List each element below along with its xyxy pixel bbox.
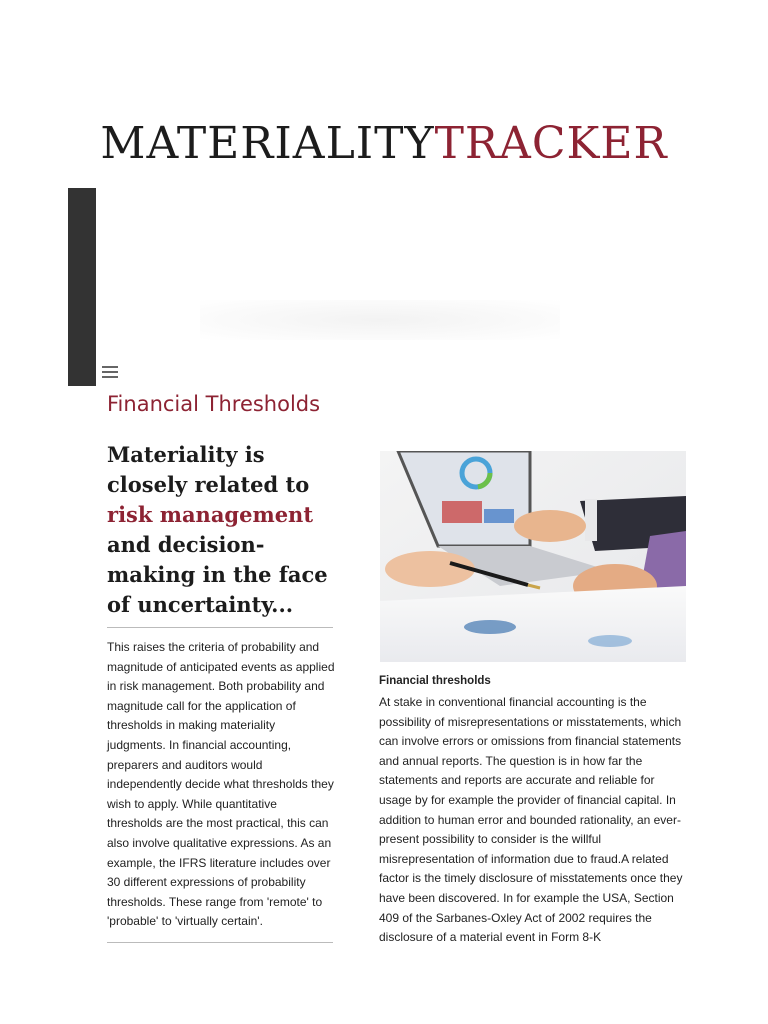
photo-illustration: [380, 451, 686, 662]
logo-part-tracker: TRACKER: [434, 118, 668, 169]
site-logo[interactable]: [0, 118, 768, 169]
caption-title: Financial thresholds: [379, 675, 491, 687]
headline-before: Materiality is closely related to: [107, 442, 310, 497]
headline: [107, 440, 337, 620]
headline-emphasis: risk management: [107, 502, 314, 527]
financial-charts-photo: [380, 451, 686, 662]
hero-banner-faint: [200, 300, 560, 340]
hamburger-menu-icon[interactable]: [102, 364, 118, 378]
left-body-text: This raises the criteria of probability and magnitude of anticipated events as applied in risk management. Both probability and magnitude call for the application of thresholds in making materiality judgments. In financial accounting, preparers and auditors would independently decide what thresholds they wish to apply. While quantitative thresholds are the most practical, this can also involve qualitative expressions. As an example, the IFRS literature includes over 30 different expressions of probability thresholds. These range from 'remote' to 'probable' to 'virtually certain'.: [107, 640, 335, 929]
section-title: Financial Thresholds: [107, 392, 321, 416]
logo-part-materiality: MATERIALITY: [100, 118, 435, 169]
divider-bottom: [107, 942, 333, 943]
headline-after: and decision-making in the face of uncertainty...: [107, 532, 328, 617]
sidebar-panel: [68, 188, 96, 386]
right-body-text: At stake in conventional financial accounting is the possibility of misrepresentations or misstatements, which can involve errors or omissions from financial statements and annual reports. The question is in how far the statements and reports are accurate and reliable for usage by for example the provider of financial capital. In addition to human error and bounded rationality, an ever-present possibility to consider is the willful misrepresentation of information due to fraud.A related factor is the timely disclosure of misstatements once they have been discovered. In for example the USA, Section 409 of the Sarbanes-Oxley Act of 2002 requires the disclosure of a material event in Form 8-K: [379, 695, 683, 945]
divider-top: [107, 627, 333, 628]
